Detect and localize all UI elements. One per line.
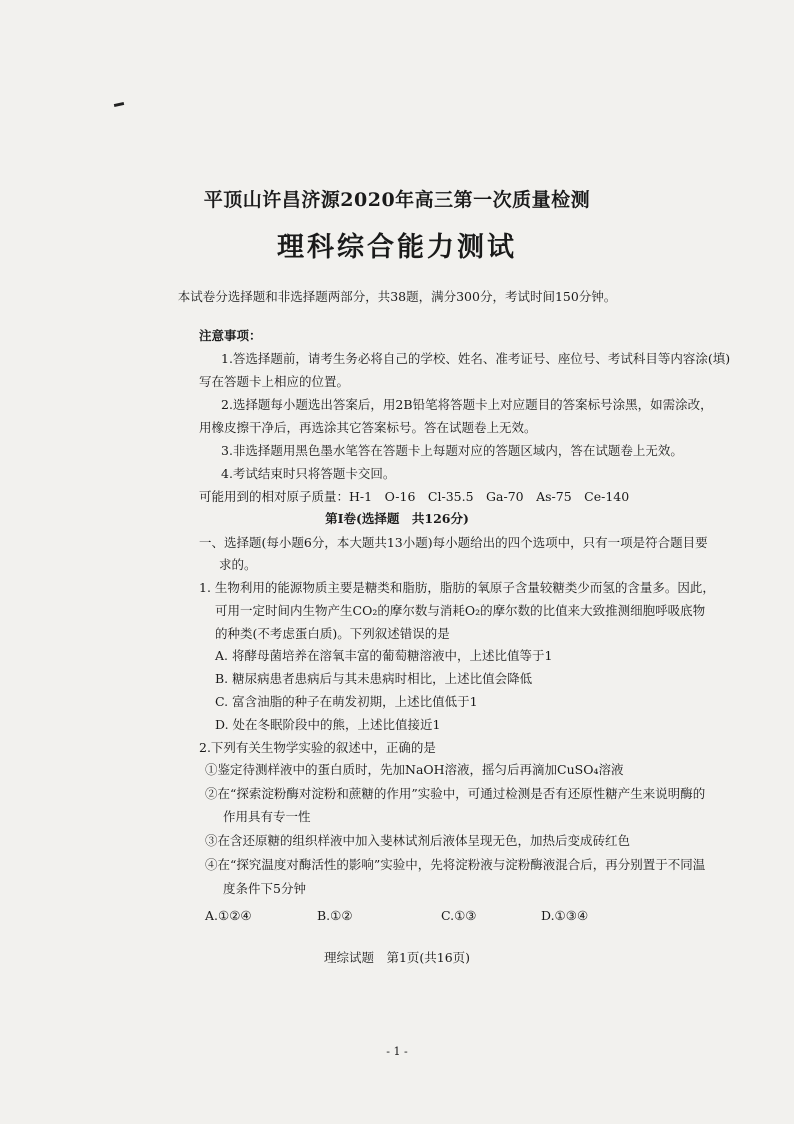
page-number: - 1 - <box>386 1045 408 1058</box>
exam-subtitle: 理科综合能力测试 <box>277 232 517 263</box>
scan-mark <box>114 102 124 107</box>
question-2-option-a: A.①②④ <box>205 908 252 923</box>
page-footer: 理综试题 第1页(共16页) <box>323 950 471 965</box>
question-2-option-b: B.①② <box>317 908 353 923</box>
exam-intro: 本试卷分选择题和非选择题两部分，共38题，满分300分，考试时间150分钟。 <box>177 289 617 304</box>
exam-title: 平顶山许昌济源2020年高三第一次质量检测 <box>203 189 591 211</box>
question-2-option-c: C.①③ <box>441 908 477 923</box>
question-2-option-d: D.①③④ <box>541 908 589 923</box>
